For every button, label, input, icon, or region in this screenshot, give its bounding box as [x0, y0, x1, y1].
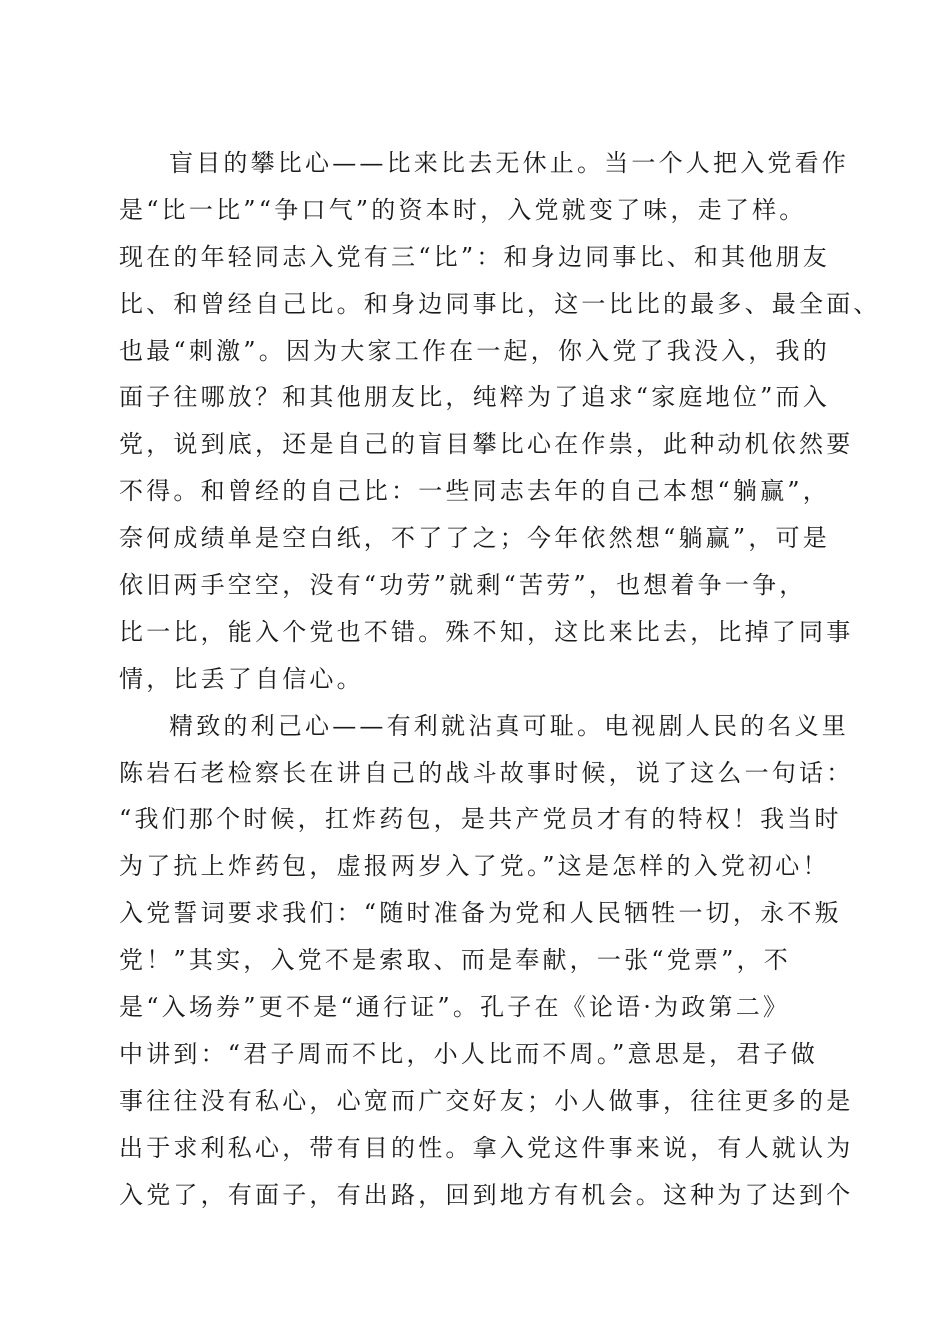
text-line: 比、和曾经自己比。和身边同事比，这一比比的最多、最全面、	[119, 289, 881, 318]
text-line: 面子往哪放？和其他朋友比，纯粹为了追求“家庭地位”而入	[119, 383, 830, 412]
paragraph-1	[119, 140, 881, 703]
text-line: 党！”其实，入党不是索取、而是奉献，一张“党票”，不	[119, 946, 792, 975]
text-line: 不得。和曾经的自己比：一些同志去年的自己本想“躺赢”，	[119, 477, 830, 506]
text-line: 事往往没有私心，心宽而广交好友；小人做事，往往更多的是	[119, 1086, 854, 1115]
text-line: 是“入场券”更不是“通行证”。孔子在《论语·为政第二》	[119, 993, 791, 1022]
text-line: 奈何成绩单是空白纸，不了了之；今年依然想“躺赢”，可是	[119, 524, 830, 553]
text-line: 依旧两手空空，没有“功劳”就剩“苦劳”，也想着争一争，	[119, 571, 807, 600]
text-line: 中讲到：“君子周而不比，小人比而不周。”意思是，君子做	[119, 1039, 818, 1068]
text-line: 陈岩石老检察长在讲自己的战斗故事时候，说了这么一句话：	[119, 758, 854, 787]
paragraph-2	[119, 703, 854, 1219]
text-line: 比一比，能入个党也不错。殊不知，这比来比去，比掉了同事	[119, 617, 854, 646]
text-line: 出于求利私心，带有目的性。拿入党这件事来说，有人就认为	[119, 1133, 854, 1162]
text-line: 入党誓词要求我们：“随时准备为党和人民牺牲一切，永不叛	[119, 899, 842, 928]
text-line: “我们那个时候，扛炸药包，是共产党员才有的特权！我当时	[119, 805, 842, 834]
text-line: 现在的年轻同志入党有三“比”：和身边同事比、和其他朋友	[119, 242, 830, 271]
text-line: 入党了，有面子，有出路，回到地方有机会。这种为了达到个	[119, 1180, 854, 1209]
text-line: 情，比丢了自信心。	[119, 664, 364, 693]
text-line: 党，说到底，还是自己的盲目攀比心在作祟，此种动机依然要	[119, 430, 854, 459]
body-text	[119, 140, 881, 1218]
text-line: 盲目的攀比心——比来比去无休止。当一个人把入党看作	[169, 149, 849, 177]
text-line: 为了抗上炸药包，虚报两岁入了党。”这是怎样的入党初心！	[119, 852, 830, 881]
text-line: 是“比一比”“争口气”的资本时，入党就变了味，走了样。	[119, 195, 807, 224]
text-line: 也最“刺激”。因为大家工作在一起，你入党了我没入，我的	[119, 336, 830, 365]
text-line: 精致的利己心——有利就沾真可耻。电视剧人民的名义里	[169, 711, 849, 740]
